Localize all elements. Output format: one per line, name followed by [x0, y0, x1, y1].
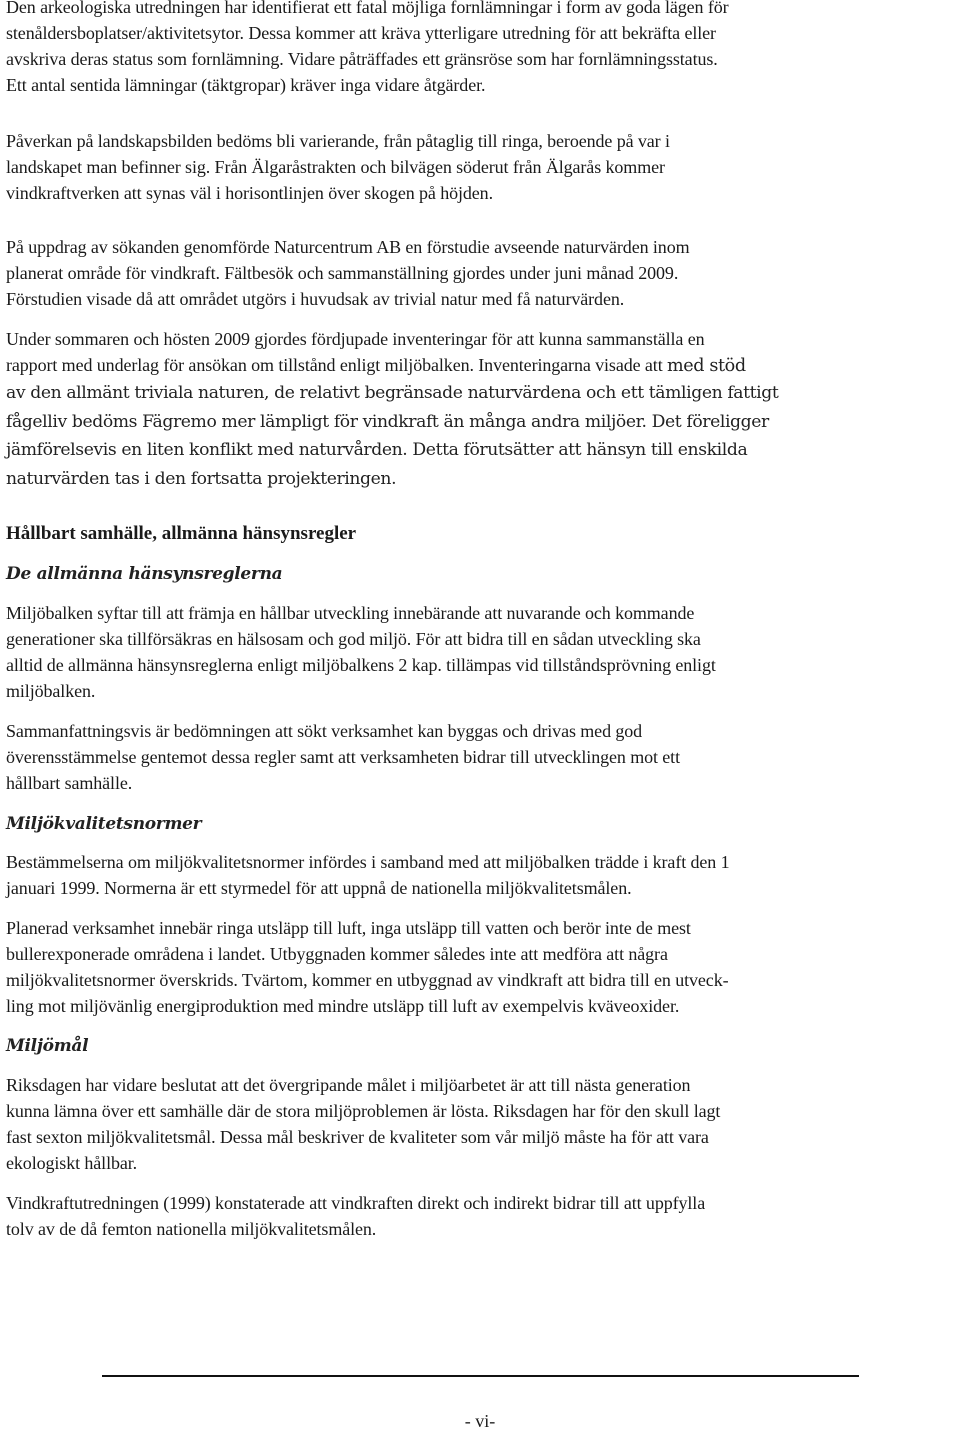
paragraph-landscape [6, 128, 946, 206]
text-line: bullerexponerade områdena i landet. Utbyggnaden kommer således inte att medföra att några [6, 944, 668, 964]
paragraph-summary [6, 718, 946, 796]
paragraph-inventory-continued [6, 379, 946, 493]
subheading-general-rules: De allmänna hänsynsreglerna [6, 564, 283, 584]
paragraph-planned-activity [6, 915, 946, 1019]
paragraph-inventory [6, 326, 946, 381]
text-line: alltid de allmänna hänsynsreglerna enligt miljöbalkens 2 kap. tillämpas vid tillståndsprövning enligt [6, 655, 716, 675]
text-line: Förstudien visade då att området utgörs i huvudsak av trivial natur med få naturvärden. [6, 289, 625, 309]
text-line: generationer ska tillförsäkras en hälsosam och god miljö. För att bidra till en sådan utveckling ska [6, 629, 701, 649]
paragraph-quality-standards [6, 849, 946, 901]
text-line: Vindkraftutredningen (1999) konstaterade att vindkraften direkt och indirekt bidrar till att uppfylla [6, 1193, 706, 1213]
section-heading: Hållbart samhälle, allmänna hänsynsregler [6, 523, 357, 544]
paragraph-prestudy [6, 234, 946, 312]
paragraph-wind-inquiry [6, 1190, 946, 1242]
text-line: av den allmänt triviala naturen, de relativt begränsade naturvärdena och ett tämligen fattigt [6, 383, 779, 403]
subheading-quality-standards: Miljökvalitetsnormer [6, 814, 202, 834]
text-line: vindkraftverken att synas väl i horisontlinjen över skogen på höjden. [6, 183, 493, 203]
text-line: stenåldersboplatser/aktivitetsytor. Dessa kommer att kräva ytterligare utredning för att bekräfta eller [6, 23, 716, 43]
text-segment: rapport med underlag för ansökan om tillstånd enligt miljöbalken. Inventeringarna visade att [6, 355, 668, 375]
subheading-environmental-goals: Miljömål [6, 1036, 89, 1056]
text-line: fast sexton miljökvalitetsmål. Dessa mål beskriver de kvaliteter som vår miljö måste ha för att vara [6, 1127, 709, 1147]
text-line: hållbart samhälle. [6, 773, 133, 793]
text-line: planerat område för vindkraft. Fältbesök och sammanställning gjordes under juni månad 2009. [6, 263, 679, 283]
page-number: - vi- [464, 1411, 496, 1431]
text-line: överensstämmelse gentemot dessa regler samt att verksamheten bidrar till utvecklingen mot ett [6, 747, 680, 767]
paragraph-environmental-code [6, 600, 946, 704]
text-line: ekologiskt hållbar. [6, 1153, 138, 1173]
paragraph-archaeology [6, 0, 946, 98]
text-line: ling mot miljövänlig energiproduktion med mindre utsläpp till luft av exempelvis kväveoxider. [6, 996, 680, 1016]
text-line: Planerad verksamhet innebär ringa utsläpp till luft, inga utsläpp till vatten och berör inte de mest [6, 918, 691, 938]
text-line: Miljöbalken syftar till att främja en hållbar utveckling innebärande att nuvarande och kommande [6, 603, 695, 623]
text-line: tolv av de då femton nationella miljökvalitetsmålen. [6, 1219, 377, 1239]
text-line: Ett antal sentida lämningar (täktgropar) kräver inga vidare åtgärder. [6, 75, 486, 95]
text-line: På uppdrag av sökanden genomförde Naturcentrum AB en förstudie avseende naturvärden inom [6, 237, 690, 257]
text-line [6, 352, 946, 381]
text-line: miljökvalitetsnormer överskrids. Tvärtom, kommer en utbyggnad av vindkraft att bidra till en utveck- [6, 970, 729, 990]
text-line: Den arkeologiska utredningen har identifierat ett fatal möjliga fornlämningar i form av goda lägen för [6, 0, 729, 17]
paragraph-parliament [6, 1072, 946, 1176]
text-line: fågelliv bedöms Fägremo mer lämpligt för vindkraft än många andra miljöer. Det föreligger [6, 411, 769, 432]
text-line: landskapet man befinner sig. Från Älgaråstrakten och bilvägen söderut från Älgarås kommer [6, 157, 665, 177]
text-line: kunna lämna över ett samhälle där de stora miljöproblemen är lösta. Riksdagen har för den skull lagt [6, 1101, 721, 1121]
text-line: januari 1999. Normerna är ett styrmedel för att uppnå de nationella miljökvalitetsmålen. [6, 878, 632, 898]
text-line: miljöbalken. [6, 681, 96, 701]
footer-divider [102, 1375, 859, 1377]
text-line: Påverkan på landskapsbilden bedöms bli varierande, från påtaglig till ringa, beroende på var i [6, 131, 670, 151]
text-line: Sammanfattningsvis är bedömningen att sökt verksamhet kan byggas och drivas med god [6, 721, 643, 741]
text-line: jämförelsevis en liten konflikt med naturvården. Detta förutsätter att hänsyn till enskilda [6, 440, 748, 460]
text-line: avskriva deras status som fornlämning. Vidare påträffades ett gränsröse som har fornlämningsstatus. [6, 49, 718, 69]
text-line: Under sommaren och hösten 2009 gjordes fördjupade inventeringar för att kunna sammanställa en [6, 329, 705, 349]
text-line: Riksdagen har vidare beslutat att det övergripande målet i miljöarbetet är att till nästa generation [6, 1075, 691, 1095]
text-segment: med stöd [667, 356, 746, 376]
text-line: Bestämmelserna om miljökvalitetsnormer infördes i samband med att miljöbalken trädde i kraft den 1 [6, 852, 730, 872]
text-line: naturvärden tas i den fortsatta projekteringen. [6, 468, 397, 489]
